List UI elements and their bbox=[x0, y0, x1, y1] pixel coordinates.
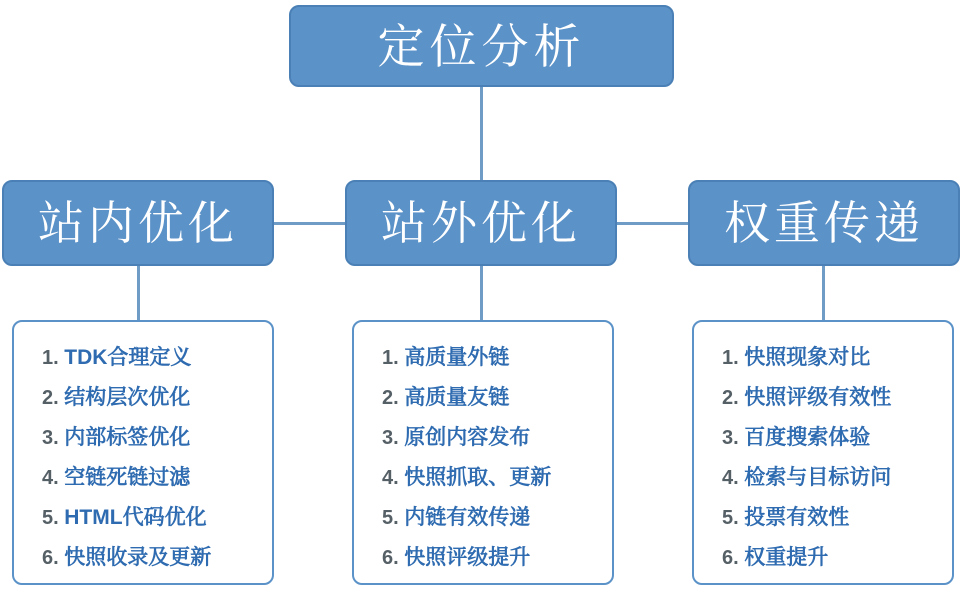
branch-node-onsite-label: 站内优化 bbox=[38, 197, 238, 249]
list-offsite bbox=[354, 338, 612, 578]
root-node-label: 定位分析 bbox=[377, 19, 586, 73]
list-item: 快照收录及更新 bbox=[64, 546, 212, 569]
branch-node-onsite bbox=[2, 180, 274, 266]
list-item: 权重提升 bbox=[744, 546, 829, 569]
connector-branch-1-down bbox=[480, 266, 483, 320]
list-box-onsite bbox=[12, 320, 274, 585]
list-item: 快照现象对比 bbox=[744, 346, 871, 369]
branch-node-weight-label: 权重传递 bbox=[724, 197, 924, 249]
list-box-offsite bbox=[352, 320, 614, 585]
list-onsite bbox=[14, 338, 272, 578]
list-item: 投票有效性 bbox=[744, 506, 850, 529]
list-item: 检索与目标访问 bbox=[744, 466, 892, 489]
connector-branch-0-down bbox=[137, 266, 140, 320]
list-item: 高质量外链 bbox=[404, 346, 510, 369]
branch-node-offsite bbox=[345, 180, 617, 266]
branch-node-weight bbox=[688, 180, 960, 266]
list-item: TDK合理定义 bbox=[64, 346, 192, 369]
list-item: 快照评级提升 bbox=[404, 546, 531, 569]
branch-node-offsite-label: 站外优化 bbox=[381, 197, 581, 249]
list-item: 内链有效传递 bbox=[404, 506, 531, 529]
list-item: HTML代码优化 bbox=[64, 506, 207, 529]
connector-root-down bbox=[480, 87, 483, 180]
list-item: 原创内容发布 bbox=[404, 426, 531, 449]
list-weight bbox=[694, 338, 952, 578]
list-item: 快照抓取、更新 bbox=[404, 466, 552, 489]
root-node bbox=[289, 5, 674, 87]
list-item: 空链死链过滤 bbox=[64, 466, 191, 489]
list-item: 快照评级有效性 bbox=[744, 386, 892, 409]
list-item: 百度搜索体验 bbox=[744, 426, 871, 449]
list-box-weight bbox=[692, 320, 954, 585]
list-item: 内部标签优化 bbox=[64, 426, 191, 449]
list-item: 高质量友链 bbox=[404, 386, 510, 409]
list-item: 结构层次优化 bbox=[64, 386, 191, 409]
connector-branch-2-down bbox=[822, 266, 825, 320]
